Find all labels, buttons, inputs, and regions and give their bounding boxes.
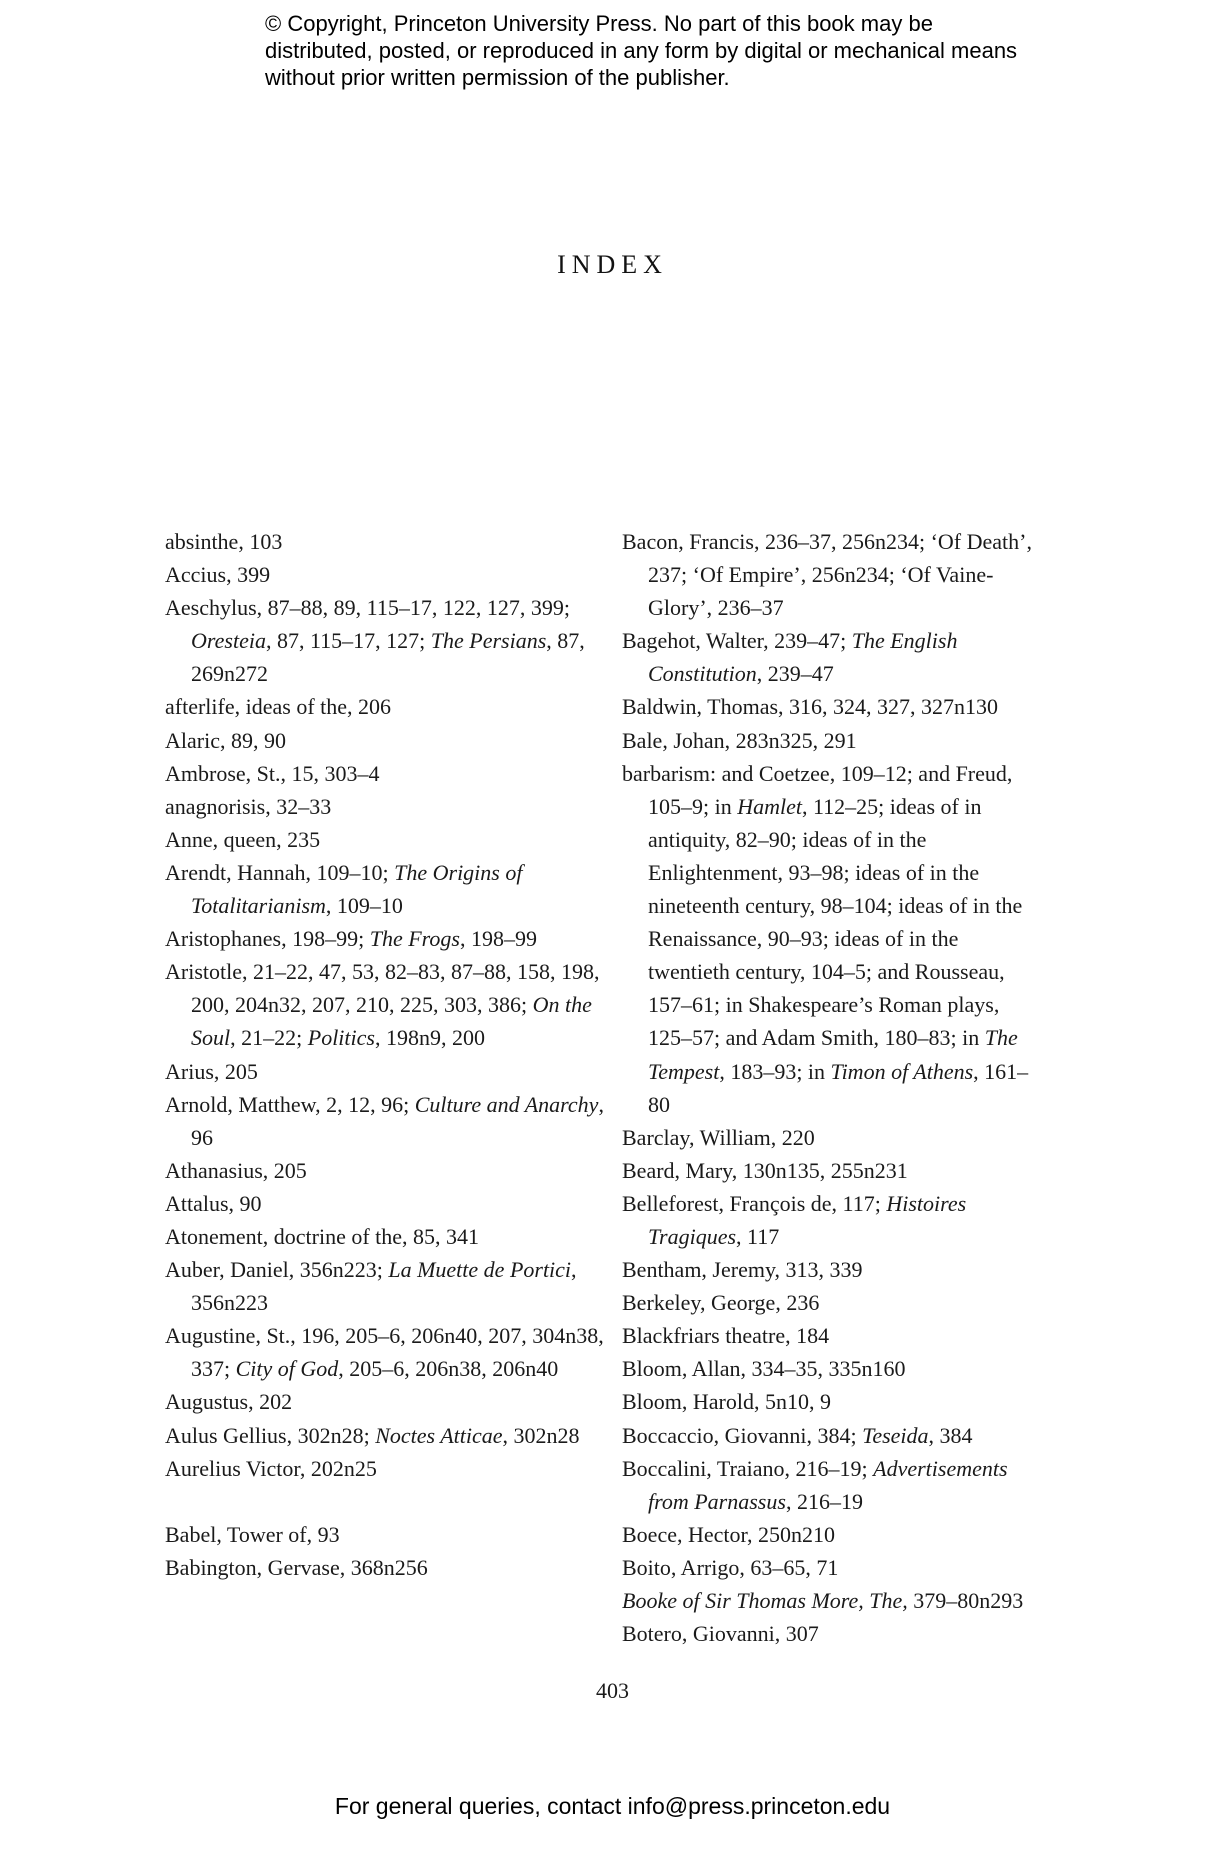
entry-text: Alaric, 89, 90 <box>165 727 286 753</box>
entry-title-italic: City of God <box>235 1356 339 1382</box>
index-entry <box>165 1220 605 1253</box>
entry-title-italic: Histoires Tragiques <box>648 1190 967 1249</box>
entry-text: Accius, 399 <box>165 562 271 588</box>
entry-title-italic: Culture and Anarchy <box>414 1091 599 1117</box>
entry-text: Athanasius, 205 <box>165 1157 307 1183</box>
entry-title-italic: The Persians <box>430 628 547 654</box>
index-entry <box>165 558 605 591</box>
entry-text: barbarism: and Coetzee, 109–12; and Freud, 105–9; in <box>622 760 1013 819</box>
index-entry <box>165 1319 605 1385</box>
entry-title-italic: Hamlet <box>737 793 802 819</box>
copyright-notice: © Copyright, Princeton University Press. No part of this book may be distributed, posted, or reproduced in any form by digital or mechanical means without prior written permission of the publisher. <box>265 11 1018 90</box>
index-entry <box>165 1551 605 1584</box>
index-entry <box>165 1452 605 1485</box>
index-entry <box>622 1551 1042 1584</box>
index-entry <box>622 1385 1042 1418</box>
entry-text: Arendt, Hannah, 109–10; <box>165 859 395 885</box>
entry-text: Augustus, 202 <box>165 1389 293 1415</box>
entry-text: Arius, 205 <box>165 1058 258 1084</box>
entry-text: Babington, Gervase, 368n256 <box>165 1554 428 1580</box>
index-entry <box>622 724 1042 757</box>
entry-text: Boito, Arrigo, 63–65, 71 <box>622 1554 839 1580</box>
entry-title-italic: The Frogs <box>369 926 460 952</box>
index-entry <box>622 1419 1042 1452</box>
entry-text: Aristotle, 21–22, 47, 53, 82–83, 87–88, 158, 198, 200, 204n32, 207, 210, 225, 303, 386; <box>165 959 600 1018</box>
index-entry <box>622 1286 1042 1319</box>
entry-text: Bale, Johan, 283n325, 291 <box>622 727 857 753</box>
entry-text: Ambrose, St., 15, 303–4 <box>165 760 380 786</box>
index-entry <box>622 1187 1042 1253</box>
index-entry <box>165 1253 605 1319</box>
entry-text: , 87, 115–17, 127; <box>265 628 431 654</box>
entry-text: , 21–22; <box>230 1025 308 1051</box>
index-entry <box>622 1121 1042 1154</box>
entry-text: Bacon, Francis, 236–37, 256n234; ‘Of Death’, 237; ‘Of Empire’, 256n234; ‘Of Vaine-Glory’, 236–37 <box>622 529 1032 621</box>
index-column-right <box>622 525 1042 1650</box>
entry-text: 379–80n293 <box>907 1588 1024 1613</box>
index-entry <box>622 1584 1042 1617</box>
entry-text: anagnorisis, 32–33 <box>165 793 332 819</box>
entry-text: Beard, Mary, 130n135, 255n231 <box>622 1157 908 1183</box>
index-entry <box>165 1385 605 1418</box>
entry-text: , 384 <box>928 1422 973 1448</box>
entry-text: , 183–93; in <box>719 1058 831 1084</box>
entry-title-italic: Teseida <box>862 1422 929 1448</box>
index-entry <box>622 1452 1042 1518</box>
index-entry <box>622 525 1042 624</box>
entry-text: , 205–6, 206n38, 206n40 <box>338 1356 559 1382</box>
index-entry <box>165 790 605 823</box>
entry-title-italic: Politics <box>307 1025 375 1051</box>
entry-text: Bloom, Harold, 5n10, 9 <box>622 1389 831 1415</box>
entry-title-italic: The English Constitution <box>648 628 958 687</box>
entry-text: , 198n9, 200 <box>374 1025 485 1051</box>
index-entry <box>165 690 605 723</box>
index-entry <box>165 525 605 558</box>
entry-title-italic: Timon of Athens <box>830 1058 974 1084</box>
entry-title-italic: The Tempest <box>648 1025 1018 1084</box>
entry-text: Boccaccio, Giovanni, 384; <box>622 1422 863 1448</box>
entry-title-italic: On the Soul <box>191 992 592 1051</box>
entry-text: , 117 <box>736 1223 780 1249</box>
entry-text: , 198–99 <box>459 926 537 952</box>
index-entry <box>165 1187 605 1220</box>
entry-text: Boece, Hector, 250n210 <box>622 1521 835 1547</box>
entry-text: Bloom, Allan, 334–35, 335n160 <box>622 1356 906 1382</box>
index-entry <box>165 955 605 1054</box>
page-number: 403 <box>596 1678 629 1703</box>
index-column-left <box>165 525 605 1584</box>
entry-title-italic: Oresteia <box>191 628 266 654</box>
entry-text: Aurelius Victor, 202n25 <box>165 1455 377 1481</box>
entry-text: , 112–25; ideas of in antiquity, 82–90; ideas of in the Enlightenment, 93–98; ideas of in the nineteenth century, 98–104; ideas of in the Renaissance, 90–93; ideas of in the twentieth century, 104–5; and Rousseau, 157–61; in Shakespeare’s Roman plays, 125–57; and Adam Smith, 180–83; in <box>648 793 1023 1051</box>
entry-text: Aulus Gellius, 302n28; <box>165 1422 376 1448</box>
entry-text: Bagehot, Walter, 239–47; <box>622 628 852 654</box>
index-entry <box>165 1055 605 1088</box>
index-entry <box>622 1319 1042 1352</box>
entry-text: Arnold, Matthew, 2, 12, 96; <box>165 1091 415 1117</box>
entry-text: Boccalini, Traiano, 216–19; <box>622 1455 874 1481</box>
entry-text: , 239–47 <box>756 661 834 687</box>
index-entry <box>622 1352 1042 1385</box>
entry-text: Berkeley, George, 236 <box>622 1290 820 1316</box>
entry-text: Aeschylus, 87–88, 89, 115–17, 122, 127, 399; <box>165 595 570 621</box>
index-entry <box>622 1518 1042 1551</box>
entry-text: Bentham, Jeremy, 313, 339 <box>622 1257 863 1283</box>
footer-contact: For general queries, contact info@press.princeton.edu <box>334 1793 891 1819</box>
index-entry <box>165 1088 605 1154</box>
index-entry <box>622 690 1042 723</box>
entry-text: Auber, Daniel, 356n223; <box>165 1257 389 1283</box>
index-entry <box>165 823 605 856</box>
index-entry <box>622 757 1042 1121</box>
entry-text: , 356n223 <box>191 1257 577 1316</box>
entry-text: Blackfriars theatre, 184 <box>622 1323 830 1349</box>
index-entry <box>622 1617 1042 1650</box>
entry-text: , 216–19 <box>785 1488 863 1514</box>
entry-text: , 87, 269n272 <box>191 628 585 687</box>
entry-title-italic: La Muette de Portici <box>388 1257 572 1283</box>
page-title: INDEX <box>557 250 668 279</box>
entry-text: , 302n28 <box>502 1422 580 1448</box>
index-entry <box>165 591 605 690</box>
entry-title-italic: Noctes Atticae <box>375 1422 503 1448</box>
index-entry <box>165 1518 605 1551</box>
entry-text: Belleforest, François de, 117; <box>622 1190 887 1216</box>
entry-title-italic: Advertisements from Parnassus <box>648 1455 1008 1514</box>
index-entry <box>165 1154 605 1187</box>
index-entry <box>165 724 605 757</box>
index-entry <box>165 922 605 955</box>
entry-text: Baldwin, Thomas, 316, 324, 327, 327n130 <box>622 694 999 720</box>
entry-text: Attalus, 90 <box>165 1190 262 1216</box>
entry-text: , 96 <box>191 1091 604 1150</box>
entry-text: afterlife, ideas of the, 206 <box>165 694 392 720</box>
letter-section-gap <box>165 1485 605 1518</box>
entry-text: Aristophanes, 198–99; <box>165 926 370 952</box>
entry-text: , 109–10 <box>325 893 403 919</box>
index-entry <box>165 757 605 790</box>
entry-text: Atonement, doctrine of the, 85, 341 <box>165 1223 480 1249</box>
entry-title-italic: Booke of Sir Thomas More, The, <box>622 1588 908 1613</box>
entry-text: Augustine, St., 196, 205–6, 206n40, 207, 304n38, 337; <box>165 1323 604 1382</box>
entry-text: Babel, Tower of, 93 <box>165 1521 340 1547</box>
index-entry <box>622 1154 1042 1187</box>
entry-text: , 161–80 <box>648 1058 1029 1117</box>
entry-text: absinthe, 103 <box>165 529 283 554</box>
entry-title-italic: The Origins of Totalitarianism <box>191 859 523 919</box>
entry-text: Barclay, William, 220 <box>622 1124 815 1150</box>
index-entry <box>165 1419 605 1452</box>
entry-text: Anne, queen, 235 <box>165 826 321 852</box>
index-entry <box>165 856 605 922</box>
entry-text: Botero, Giovanni, 307 <box>622 1621 819 1647</box>
index-entry <box>622 1253 1042 1286</box>
index-entry <box>622 624 1042 690</box>
